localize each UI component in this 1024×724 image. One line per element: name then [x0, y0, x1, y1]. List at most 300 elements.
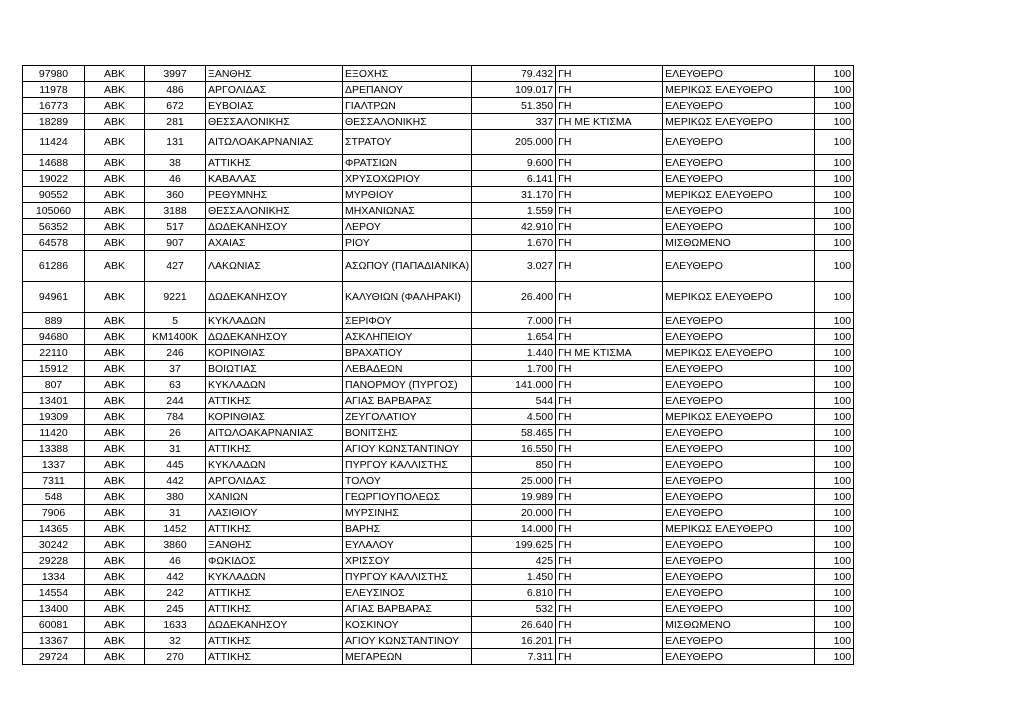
prefecture-cell: ΔΩΔΕΚΑΝΗΣΟΥ — [206, 282, 343, 313]
record-id-cell: 19309 — [23, 409, 85, 425]
size-cell: 3.027 — [472, 251, 556, 282]
status-cell: ΕΛΕΥΘΕΡΟ — [663, 537, 815, 553]
area-cell: ΧΡΥΣΟΧΩΡΙΟΥ — [343, 171, 472, 187]
percent-cell: 100 — [815, 98, 854, 114]
area-cell: ΓΙΑΛΤΡΩΝ — [343, 98, 472, 114]
size-cell: 6.810 — [472, 585, 556, 601]
type-cell: ΓΗ — [556, 82, 663, 98]
record-id-cell: 56352 — [23, 219, 85, 235]
type-cell: ΓΗ — [556, 203, 663, 219]
table-row — [23, 282, 854, 313]
percent-cell: 100 — [815, 313, 854, 329]
number-cell: 244 — [145, 393, 206, 409]
number-cell: 245 — [145, 601, 206, 617]
percent-cell: 100 — [815, 66, 854, 82]
size-cell: 26.400 — [472, 282, 556, 313]
table-row — [23, 457, 854, 473]
table-row — [23, 345, 854, 361]
type-cell: ΓΗ — [556, 585, 663, 601]
number-cell: 38 — [145, 155, 206, 171]
type-cell: ΓΗ — [556, 282, 663, 313]
prefecture-cell: ΚΥΚΛΑΔΩΝ — [206, 313, 343, 329]
table-row — [23, 505, 854, 521]
prefecture-cell: ΑΤΤΙΚΗΣ — [206, 633, 343, 649]
number-cell: 1633 — [145, 617, 206, 633]
percent-cell: 100 — [815, 251, 854, 282]
code-cell: ΑΒΚ — [85, 473, 145, 489]
status-cell: ΕΛΕΥΘΕΡΟ — [663, 585, 815, 601]
type-cell: ΓΗ ΜΕ ΚΤΙΣΜΑ — [556, 114, 663, 130]
percent-cell: 100 — [815, 633, 854, 649]
status-cell: ΜΕΡΙΚΩΣ ΕΛΕΥΘΕΡΟ — [663, 521, 815, 537]
status-cell: ΕΛΕΥΘΕΡΟ — [663, 130, 815, 155]
code-cell: ΑΒΚ — [85, 505, 145, 521]
size-cell: 4.500 — [472, 409, 556, 425]
number-cell: 3997 — [145, 66, 206, 82]
status-cell: ΕΛΕΥΘΕΡΟ — [663, 457, 815, 473]
percent-cell: 100 — [815, 617, 854, 633]
percent-cell: 100 — [815, 114, 854, 130]
status-cell: ΜΕΡΙΚΩΣ ΕΛΕΥΘΕΡΟ — [663, 409, 815, 425]
record-id-cell: 807 — [23, 377, 85, 393]
type-cell: ΓΗ — [556, 329, 663, 345]
type-cell: ΓΗ — [556, 98, 663, 114]
number-cell: 784 — [145, 409, 206, 425]
code-cell: ΑΒΚ — [85, 585, 145, 601]
status-cell: ΕΛΕΥΘΕΡΟ — [663, 66, 815, 82]
record-id-cell: 7311 — [23, 473, 85, 489]
table-row — [23, 187, 854, 203]
status-cell: ΕΛΕΥΘΕΡΟ — [663, 377, 815, 393]
type-cell: ΓΗ — [556, 473, 663, 489]
table-body — [23, 66, 854, 665]
record-id-cell: 64578 — [23, 235, 85, 251]
table-row — [23, 66, 854, 82]
table-row — [23, 649, 854, 665]
percent-cell: 100 — [815, 505, 854, 521]
percent-cell: 100 — [815, 219, 854, 235]
size-cell: 337 — [472, 114, 556, 130]
number-cell: 445 — [145, 457, 206, 473]
status-cell: ΕΛΕΥΘΕΡΟ — [663, 313, 815, 329]
number-cell: 46 — [145, 553, 206, 569]
area-cell: ΣΕΡΙΦΟΥ — [343, 313, 472, 329]
prefecture-cell: ΑΤΤΙΚΗΣ — [206, 155, 343, 171]
status-cell: ΕΛΕΥΘΕΡΟ — [663, 473, 815, 489]
size-cell: 6.141 — [472, 171, 556, 187]
size-cell: 26.640 — [472, 617, 556, 633]
type-cell: ΓΗ — [556, 617, 663, 633]
size-cell: 58.465 — [472, 425, 556, 441]
size-cell: 31.170 — [472, 187, 556, 203]
area-cell: ΑΣΩΠΟΥ (ΠΑΠΑΔΙΑΝΙΚΑ) — [343, 251, 472, 282]
status-cell: ΕΛΕΥΘΕΡΟ — [663, 203, 815, 219]
prefecture-cell: ΔΩΔΕΚΑΝΗΣΟΥ — [206, 219, 343, 235]
number-cell: 270 — [145, 649, 206, 665]
status-cell: ΕΛΕΥΘΕΡΟ — [663, 329, 815, 345]
prefecture-cell: ΘΕΣΣΑΛΟΝΙΚΗΣ — [206, 114, 343, 130]
prefecture-cell: ΚΑΒΑΛΑΣ — [206, 171, 343, 187]
code-cell: ΑΒΚ — [85, 155, 145, 171]
size-cell: 1.450 — [472, 569, 556, 585]
status-cell: ΕΛΕΥΘΕΡΟ — [663, 361, 815, 377]
record-id-cell: 29724 — [23, 649, 85, 665]
code-cell: ΑΒΚ — [85, 649, 145, 665]
table-row — [23, 155, 854, 171]
area-cell: ΚΑΛΥΘΙΩΝ (ΦΑΛΗΡΑΚΙ) — [343, 282, 472, 313]
size-cell: 1.559 — [472, 203, 556, 219]
area-cell: ΣΤΡΑΤΟΥ — [343, 130, 472, 155]
table-row — [23, 569, 854, 585]
record-id-cell: 94680 — [23, 329, 85, 345]
record-id-cell: 30242 — [23, 537, 85, 553]
status-cell: ΜΙΣΘΩΜΕΝΟ — [663, 235, 815, 251]
prefecture-cell: ΧΑΝΙΩΝ — [206, 489, 343, 505]
record-id-cell: 13400 — [23, 601, 85, 617]
size-cell: 1.654 — [472, 329, 556, 345]
code-cell: ΑΒΚ — [85, 553, 145, 569]
status-cell: ΕΛΕΥΘΕΡΟ — [663, 219, 815, 235]
prefecture-cell: ΑΙΤΩΛΟΑΚΑΡΝΑΝΙΑΣ — [206, 425, 343, 441]
area-cell: ΤΟΛΟΥ — [343, 473, 472, 489]
size-cell: 1.670 — [472, 235, 556, 251]
percent-cell: 100 — [815, 155, 854, 171]
percent-cell: 100 — [815, 203, 854, 219]
record-id-cell: 22110 — [23, 345, 85, 361]
record-id-cell: 13401 — [23, 393, 85, 409]
area-cell: ΜΕΓΑΡΕΩΝ — [343, 649, 472, 665]
percent-cell: 100 — [815, 377, 854, 393]
area-cell: ΔΡΕΠΑΝΟΥ — [343, 82, 472, 98]
record-id-cell: 97980 — [23, 66, 85, 82]
prefecture-cell: ΒΟΙΩΤΙΑΣ — [206, 361, 343, 377]
number-cell: 3860 — [145, 537, 206, 553]
status-cell: ΕΛΕΥΘΕΡΟ — [663, 441, 815, 457]
area-cell: ΑΓΙΑΣ ΒΑΡΒΑΡΑΣ — [343, 601, 472, 617]
prefecture-cell: ΑΙΤΩΛΟΑΚΑΡΝΑΝΙΑΣ — [206, 130, 343, 155]
area-cell: ΜΥΡΘΙΟΥ — [343, 187, 472, 203]
prefecture-cell: ΚΥΚΛΑΔΩΝ — [206, 457, 343, 473]
code-cell: ΑΒΚ — [85, 569, 145, 585]
type-cell: ΓΗ — [556, 251, 663, 282]
area-cell: ΒΟΝΙΤΣΗΣ — [343, 425, 472, 441]
code-cell: ΑΒΚ — [85, 187, 145, 203]
number-cell: 63 — [145, 377, 206, 393]
percent-cell: 100 — [815, 649, 854, 665]
record-id-cell: 94961 — [23, 282, 85, 313]
status-cell: ΜΕΡΙΚΩΣ ΕΛΕΥΘΕΡΟ — [663, 82, 815, 98]
type-cell: ΓΗ — [556, 219, 663, 235]
table-row — [23, 313, 854, 329]
prefecture-cell: ΡΕΘΥΜΝΗΣ — [206, 187, 343, 203]
table-row — [23, 409, 854, 425]
status-cell: ΕΛΕΥΘΕΡΟ — [663, 393, 815, 409]
percent-cell: 100 — [815, 130, 854, 155]
record-id-cell: 13367 — [23, 633, 85, 649]
status-cell: ΕΛΕΥΘΕΡΟ — [663, 601, 815, 617]
area-cell: ΠΑΝΟΡΜΟΥ (ΠΥΡΓΟΣ) — [343, 377, 472, 393]
prefecture-cell: ΔΩΔΕΚΑΝΗΣΟΥ — [206, 329, 343, 345]
percent-cell: 100 — [815, 425, 854, 441]
status-cell: ΕΛΕΥΘΕΡΟ — [663, 505, 815, 521]
number-cell: 9221 — [145, 282, 206, 313]
size-cell: 51.350 — [472, 98, 556, 114]
table-row — [23, 585, 854, 601]
type-cell: ΓΗ — [556, 633, 663, 649]
size-cell: 425 — [472, 553, 556, 569]
code-cell: ΑΒΚ — [85, 345, 145, 361]
size-cell: 19.989 — [472, 489, 556, 505]
status-cell: ΜΕΡΙΚΩΣ ΕΛΕΥΘΕΡΟ — [663, 345, 815, 361]
number-cell: 242 — [145, 585, 206, 601]
type-cell: ΓΗ — [556, 361, 663, 377]
prefecture-cell: ΚΥΚΛΑΔΩΝ — [206, 569, 343, 585]
table-row — [23, 361, 854, 377]
type-cell: ΓΗ — [556, 393, 663, 409]
number-cell: 131 — [145, 130, 206, 155]
table-row — [23, 601, 854, 617]
percent-cell: 100 — [815, 585, 854, 601]
number-cell: 31 — [145, 441, 206, 457]
table-row — [23, 130, 854, 155]
size-cell: 205.000 — [472, 130, 556, 155]
number-cell: 380 — [145, 489, 206, 505]
record-id-cell: 11978 — [23, 82, 85, 98]
record-id-cell: 61286 — [23, 251, 85, 282]
number-cell: 46 — [145, 171, 206, 187]
number-cell: 26 — [145, 425, 206, 441]
prefecture-cell: ΑΡΓΟΛΙΔΑΣ — [206, 82, 343, 98]
record-id-cell: 16773 — [23, 98, 85, 114]
prefecture-cell: ΑΤΤΙΚΗΣ — [206, 601, 343, 617]
record-id-cell: 105060 — [23, 203, 85, 219]
code-cell: ΑΒΚ — [85, 66, 145, 82]
type-cell: ΓΗ — [556, 409, 663, 425]
prefecture-cell: ΕΥΒΟΙΑΣ — [206, 98, 343, 114]
type-cell: ΓΗ — [556, 521, 663, 537]
record-id-cell: 548 — [23, 489, 85, 505]
number-cell: 517 — [145, 219, 206, 235]
number-cell: ΚΜ1400Κ — [145, 329, 206, 345]
code-cell: ΑΒΚ — [85, 457, 145, 473]
code-cell: ΑΒΚ — [85, 361, 145, 377]
record-id-cell: 14365 — [23, 521, 85, 537]
area-cell: ΠΥΡΓΟΥ ΚΑΛΛΙΣΤΗΣ — [343, 457, 472, 473]
size-cell: 79.432 — [472, 66, 556, 82]
status-cell: ΜΕΡΙΚΩΣ ΕΛΕΥΘΕΡΟ — [663, 187, 815, 203]
percent-cell: 100 — [815, 553, 854, 569]
type-cell: ΓΗ ΜΕ ΚΤΙΣΜΑ — [556, 345, 663, 361]
percent-cell: 100 — [815, 409, 854, 425]
percent-cell: 100 — [815, 82, 854, 98]
area-cell: ΚΟΣΚΙΝΟΥ — [343, 617, 472, 633]
record-id-cell: 14688 — [23, 155, 85, 171]
table-row — [23, 98, 854, 114]
type-cell: ΓΗ — [556, 313, 663, 329]
number-cell: 281 — [145, 114, 206, 130]
code-cell: ΑΒΚ — [85, 114, 145, 130]
percent-cell: 100 — [815, 601, 854, 617]
prefecture-cell: ΘΕΣΣΑΛΟΝΙΚΗΣ — [206, 203, 343, 219]
type-cell: ΓΗ — [556, 441, 663, 457]
size-cell: 1.440 — [472, 345, 556, 361]
percent-cell: 100 — [815, 537, 854, 553]
prefecture-cell: ΞΑΝΘΗΣ — [206, 66, 343, 82]
type-cell: ΓΗ — [556, 649, 663, 665]
size-cell: 1.700 — [472, 361, 556, 377]
area-cell: ΜΥΡΣΙΝΗΣ — [343, 505, 472, 521]
prefecture-cell: ΔΩΔΕΚΑΝΗΣΟΥ — [206, 617, 343, 633]
area-cell: ΛΕΡΟΥ — [343, 219, 472, 235]
number-cell: 37 — [145, 361, 206, 377]
number-cell: 5 — [145, 313, 206, 329]
percent-cell: 100 — [815, 473, 854, 489]
type-cell: ΓΗ — [556, 505, 663, 521]
table-row — [23, 489, 854, 505]
code-cell: ΑΒΚ — [85, 282, 145, 313]
code-cell: ΑΒΚ — [85, 425, 145, 441]
prefecture-cell: ΑΤΤΙΚΗΣ — [206, 393, 343, 409]
code-cell: ΑΒΚ — [85, 251, 145, 282]
number-cell: 246 — [145, 345, 206, 361]
prefecture-cell: ΦΩΚΙΔΟΣ — [206, 553, 343, 569]
status-cell: ΜΙΣΘΩΜΕΝΟ — [663, 617, 815, 633]
percent-cell: 100 — [815, 569, 854, 585]
prefecture-cell: ΛΑΚΩΝΙΑΣ — [206, 251, 343, 282]
size-cell: 109.017 — [472, 82, 556, 98]
table-row — [23, 377, 854, 393]
size-cell: 16.550 — [472, 441, 556, 457]
area-cell: ΓΕΩΡΓΙΟΥΠΟΛΕΩΣ — [343, 489, 472, 505]
record-id-cell: 15912 — [23, 361, 85, 377]
record-id-cell: 11424 — [23, 130, 85, 155]
record-id-cell: 13388 — [23, 441, 85, 457]
prefecture-cell: ΛΑΣΙΘΙΟΥ — [206, 505, 343, 521]
prefecture-cell: ΑΧΑΙΑΣ — [206, 235, 343, 251]
type-cell: ΓΗ — [556, 235, 663, 251]
code-cell: ΑΒΚ — [85, 313, 145, 329]
area-cell: ΕΛΕΥΣΙΝΟΣ — [343, 585, 472, 601]
type-cell: ΓΗ — [556, 425, 663, 441]
size-cell: 16.201 — [472, 633, 556, 649]
status-cell: ΕΛΕΥΘΕΡΟ — [663, 569, 815, 585]
size-cell: 20.000 — [472, 505, 556, 521]
percent-cell: 100 — [815, 187, 854, 203]
prefecture-cell: ΑΤΤΙΚΗΣ — [206, 441, 343, 457]
type-cell: ΓΗ — [556, 155, 663, 171]
table-row — [23, 521, 854, 537]
number-cell: 486 — [145, 82, 206, 98]
type-cell: ΓΗ — [556, 171, 663, 187]
prefecture-cell: ΚΥΚΛΑΔΩΝ — [206, 377, 343, 393]
percent-cell: 100 — [815, 171, 854, 187]
code-cell: ΑΒΚ — [85, 521, 145, 537]
area-cell: ΜΗΧΑΝΙΩΝΑΣ — [343, 203, 472, 219]
table-row — [23, 473, 854, 489]
table-row — [23, 553, 854, 569]
table-row — [23, 114, 854, 130]
table-row — [23, 537, 854, 553]
prefecture-cell: ΞΑΝΘΗΣ — [206, 537, 343, 553]
area-cell: ΡΙΟΥ — [343, 235, 472, 251]
type-cell: ΓΗ — [556, 187, 663, 203]
code-cell: ΑΒΚ — [85, 98, 145, 114]
code-cell: ΑΒΚ — [85, 130, 145, 155]
table-row — [23, 82, 854, 98]
record-id-cell: 29228 — [23, 553, 85, 569]
type-cell: ΓΗ — [556, 537, 663, 553]
area-cell: ΑΣΚΛΗΠΕΙΟΥ — [343, 329, 472, 345]
table-row — [23, 203, 854, 219]
number-cell: 3188 — [145, 203, 206, 219]
table-row — [23, 617, 854, 633]
table-row — [23, 329, 854, 345]
record-id-cell: 889 — [23, 313, 85, 329]
number-cell: 442 — [145, 473, 206, 489]
type-cell: ΓΗ — [556, 569, 663, 585]
code-cell: ΑΒΚ — [85, 235, 145, 251]
code-cell: ΑΒΚ — [85, 203, 145, 219]
table-row — [23, 441, 854, 457]
status-cell: ΕΛΕΥΘΕΡΟ — [663, 649, 815, 665]
percent-cell: 100 — [815, 489, 854, 505]
type-cell: ΓΗ — [556, 489, 663, 505]
number-cell: 32 — [145, 633, 206, 649]
type-cell: ΓΗ — [556, 377, 663, 393]
percent-cell: 100 — [815, 235, 854, 251]
size-cell: 25.000 — [472, 473, 556, 489]
property-table — [22, 65, 854, 665]
status-cell: ΕΛΕΥΘΕΡΟ — [663, 98, 815, 114]
number-cell: 31 — [145, 505, 206, 521]
status-cell: ΕΛΕΥΘΕΡΟ — [663, 633, 815, 649]
record-id-cell: 1334 — [23, 569, 85, 585]
record-id-cell: 60081 — [23, 617, 85, 633]
number-cell: 907 — [145, 235, 206, 251]
size-cell: 14.000 — [472, 521, 556, 537]
percent-cell: 100 — [815, 441, 854, 457]
percent-cell: 100 — [815, 329, 854, 345]
code-cell: ΑΒΚ — [85, 441, 145, 457]
type-cell: ΓΗ — [556, 601, 663, 617]
table-row — [23, 251, 854, 282]
record-id-cell: 11420 — [23, 425, 85, 441]
size-cell: 7.000 — [472, 313, 556, 329]
table-row — [23, 425, 854, 441]
status-cell: ΜΕΡΙΚΩΣ ΕΛΕΥΘΕΡΟ — [663, 282, 815, 313]
type-cell: ΓΗ — [556, 66, 663, 82]
code-cell: ΑΒΚ — [85, 617, 145, 633]
status-cell: ΕΛΕΥΘΕΡΟ — [663, 251, 815, 282]
percent-cell: 100 — [815, 282, 854, 313]
area-cell: ΑΓΙΟΥ ΚΩΝΣΤΑΝΤΙΝΟΥ — [343, 633, 472, 649]
table-row — [23, 219, 854, 235]
size-cell: 532 — [472, 601, 556, 617]
area-cell: ΕΥΛΑΛΟΥ — [343, 537, 472, 553]
area-cell: ΒΑΡΗΣ — [343, 521, 472, 537]
code-cell: ΑΒΚ — [85, 633, 145, 649]
area-cell: ΦΡΑΤΣΙΩΝ — [343, 155, 472, 171]
status-cell: ΕΛΕΥΘΕΡΟ — [663, 425, 815, 441]
percent-cell: 100 — [815, 457, 854, 473]
code-cell: ΑΒΚ — [85, 601, 145, 617]
code-cell: ΑΒΚ — [85, 329, 145, 345]
record-id-cell: 19022 — [23, 171, 85, 187]
number-cell: 427 — [145, 251, 206, 282]
area-cell: ΠΥΡΓΟΥ ΚΑΛΛΙΣΤΗΣ — [343, 569, 472, 585]
number-cell: 442 — [145, 569, 206, 585]
record-id-cell: 7906 — [23, 505, 85, 521]
